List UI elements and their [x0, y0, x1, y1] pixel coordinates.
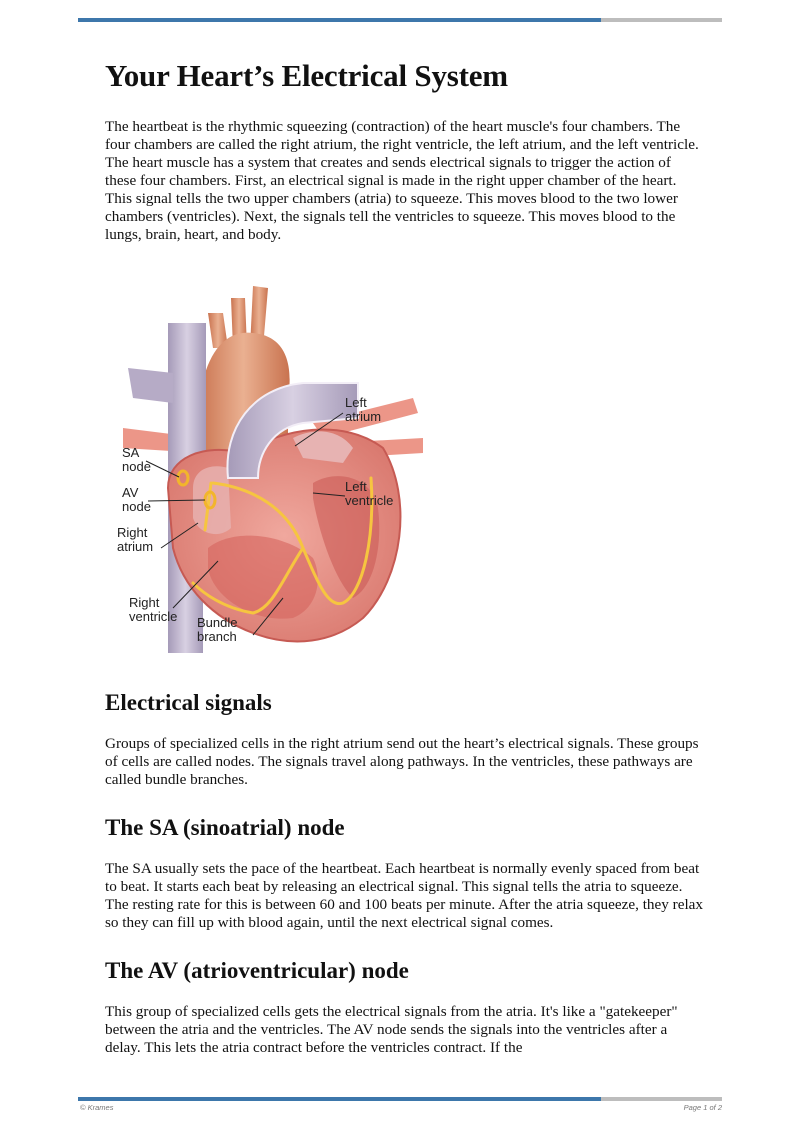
section-heading: The SA (sinoatrial) node: [105, 815, 345, 840]
section-heading: The AV (atrioventricular) node: [105, 958, 409, 983]
section-av-node: [105, 956, 705, 1057]
intro-paragraph: The heartbeat is the rhythmic squeezing (contraction) of the heart muscle's four chambers. The four chambers are called the right atrium, the right ventricle, the left atrium, and the left ventricle. The heart muscle has a system that creates and sends electrical signals to trigger the action of these four chambers. First, an electrical signal is made in the right upper chamber of the heart. This signal tells the two upper chambers (atria) to squeeze. This moves blood to the two lower chambers (ventricles). Next, the signals tell the ventricles to squeeze. This moves blood to the lungs, brain, heart, and body.: [105, 118, 699, 243]
header-progress-bar: [78, 18, 722, 22]
header-bar-accent: [78, 18, 601, 22]
document-body: [105, 56, 705, 1057]
footer-bar-accent: [78, 1097, 601, 1101]
section-electrical-signals: [105, 688, 705, 789]
section-body: This group of specialized cells gets the electrical signals from the atria. It's like a "gatekeeper" between the atria and the ventricles. The AV node sends the signals into the ventricles after a delay. This lets the atria contract before the ventricles contract. If the: [105, 1003, 678, 1056]
footer-progress-bar: [78, 1097, 722, 1101]
label-right-atrium: Right atrium: [117, 525, 154, 554]
page-title: Your Heart’s Electrical System: [105, 58, 508, 93]
section-body: The SA usually sets the pace of the heartbeat. Each heartbeat is normally evenly spaced from beat to beat. It starts each beat by releasing an electrical signal. This signal tells the atria to squeeze. The resting rate for this is between 60 and 100 beats per minute. After the atria squeeze, they relax so they can fill up with blood again, until the next electrical signal comes.: [105, 860, 703, 931]
label-sa-node: SA node: [122, 445, 151, 474]
label-left-ventricle: Left ventricle: [345, 479, 394, 508]
label-av-node: AV node: [122, 485, 151, 514]
header-bar-track: [601, 18, 722, 22]
footer-copyright: © Krames: [80, 1103, 114, 1112]
section-body: Groups of specialized cells in the right atrium send out the heart’s electrical signals. These groups of cells are called nodes. The signals travel along pathways. In the ventricles, these pathways are called bundle branches.: [105, 735, 699, 788]
footer-page-number: Page 1 of 2: [683, 1103, 722, 1112]
label-right-ventricle: Right ventricle: [129, 595, 178, 624]
section-sa-node: [105, 813, 705, 932]
label-left-atrium: Left atrium: [345, 395, 382, 424]
footer-bar-track: [601, 1097, 722, 1101]
heart-illustration: [113, 278, 433, 658]
section-heading: Electrical signals: [105, 690, 272, 715]
label-bundle-branch: Bundle branch: [197, 615, 238, 644]
